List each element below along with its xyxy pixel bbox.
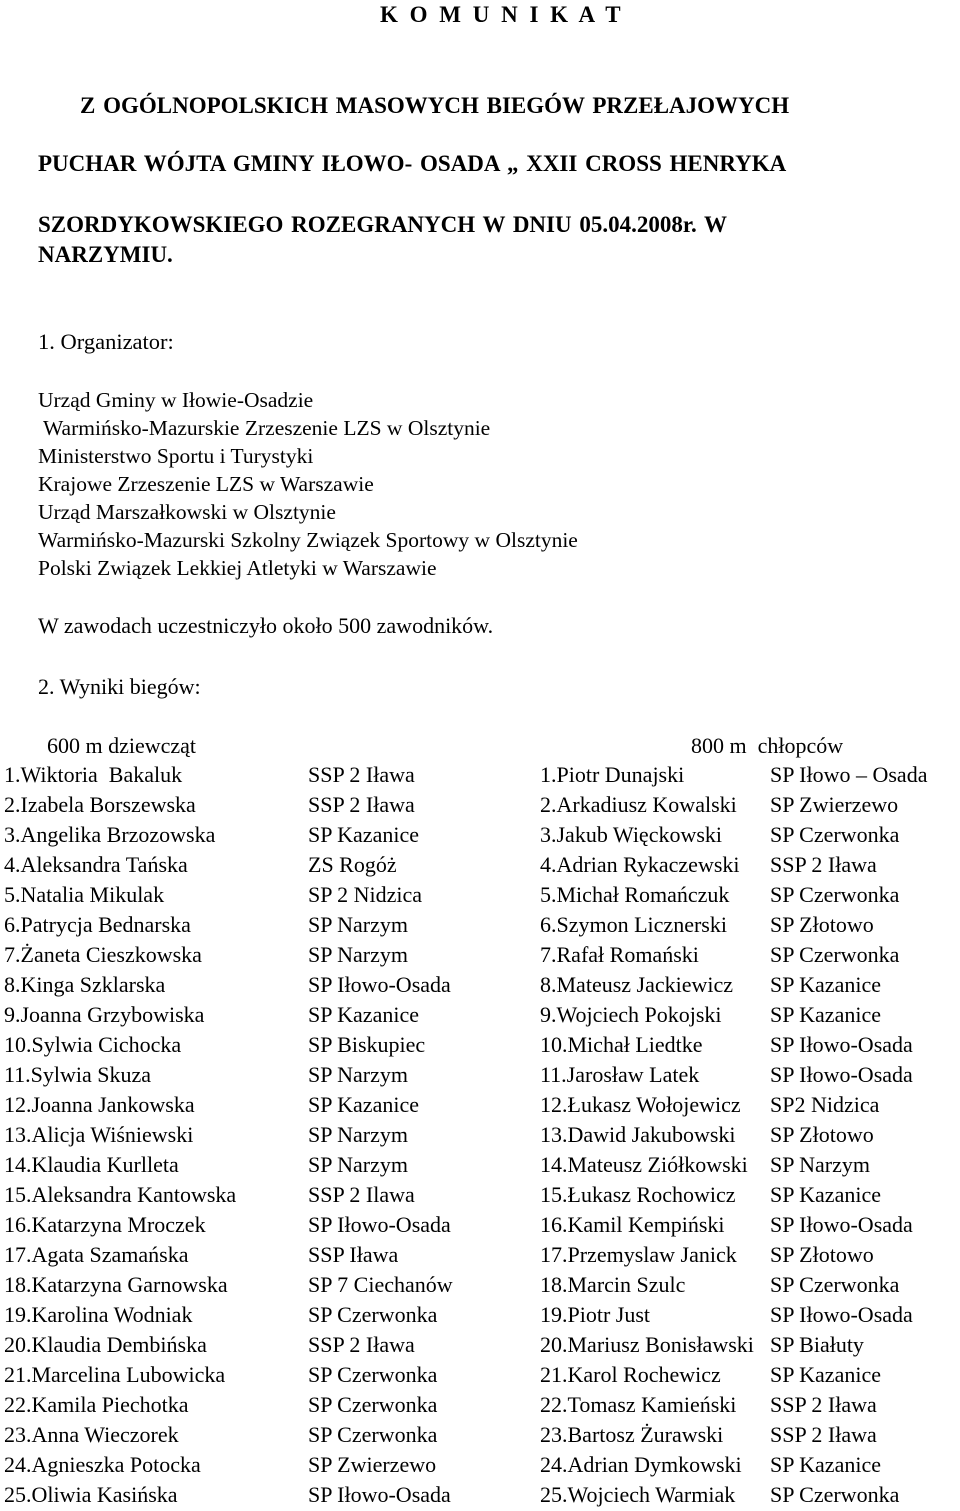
girls-result-school: SSP 2 Iława xyxy=(308,762,415,787)
girls-result-school: SP Kazanice xyxy=(308,1002,419,1027)
girls-result-name: 21.Marcelina Lubowicka xyxy=(4,1362,226,1387)
girls-result-name: 3.Angelika Brzozowska xyxy=(4,822,216,847)
girls-result-name: 17.Agata Szamańska xyxy=(4,1242,189,1267)
boys-result-name: 2.Arkadiusz Kowalski xyxy=(540,792,737,817)
girls-result-school: SP Iłowo-Osada xyxy=(308,1482,451,1507)
boys-result-name: 7.Rafał Romański xyxy=(540,942,699,967)
girls-result-school: SSP 2 Iława xyxy=(308,1332,415,1357)
girls-result-school: SP Narzym xyxy=(308,1122,409,1147)
boys-result-school: SP Kazanice xyxy=(770,1002,881,1027)
boys-result-name: 24.Adrian Dymkowski xyxy=(540,1452,742,1477)
header-line-3: SZORDYKOWSKIEGO ROZEGRANYCH W DNIU 05.04.2008r. W xyxy=(38,212,728,237)
girls-result-name: 22.Kamila Piechotka xyxy=(4,1392,189,1417)
girls-result-school: SP 2 Nidzica xyxy=(308,882,423,907)
boys-result-school: SSP 2 Iława xyxy=(770,1422,877,1447)
girls-result-name: 13.Alicja Wiśniewski xyxy=(4,1122,194,1147)
girls-result-school: SP Narzym xyxy=(308,912,409,937)
boys-result-name: 23.Bartosz Żurawski xyxy=(540,1422,724,1447)
girls-result-school: SP Narzym xyxy=(308,1152,409,1177)
boys-result-name: 6.Szymon Licznerski xyxy=(540,912,727,937)
boys-result-name: 8.Mateusz Jackiewicz xyxy=(540,972,734,997)
header-line-2: PUCHAR WÓJTA GMINY IŁOWO- OSADA „ XXII CROSS HENRYKA xyxy=(38,151,787,176)
girls-race-heading: 600 m dziewcząt xyxy=(47,733,197,758)
document-title: K O M U N I K A T xyxy=(380,2,624,27)
girls-result-name: 6.Patrycja Bednarska xyxy=(4,912,191,937)
girls-result-school: SP Kazanice xyxy=(308,822,419,847)
boys-result-name: 17.Przemyslaw Janick xyxy=(540,1242,737,1267)
boys-result-school: SP Czerwonka xyxy=(770,1482,900,1507)
boys-result-name: 4.Adrian Rykaczewski xyxy=(540,852,740,877)
organizer-item: Urząd Gminy w Iłowie-Osadzie xyxy=(38,388,314,412)
girls-result-name: 9.Joanna Grzybowiska xyxy=(4,1002,205,1027)
boys-result-name: 20.Mariusz Bonisławski xyxy=(540,1332,754,1357)
boys-result-school: SP2 Nidzica xyxy=(770,1092,880,1117)
girls-result-school: SP Narzym xyxy=(308,942,409,967)
boys-result-school: SP Czerwonka xyxy=(770,882,900,907)
boys-result-name: 5.Michał Romańczuk xyxy=(540,882,730,907)
organizer-item: Polski Związek Lekkiej Atletyki w Warszawie xyxy=(38,556,437,580)
boys-result-school: SP Złotowo xyxy=(770,912,874,937)
organizer-item: Krajowe Zrzeszenie LZS w Warszawie xyxy=(38,472,374,496)
boys-result-school: SP Iłowo-Osada xyxy=(770,1212,913,1237)
boys-result-school: SP Białuty xyxy=(770,1332,864,1357)
girls-result-name: 23.Anna Wieczorek xyxy=(4,1422,179,1447)
girls-result-name: 14.Klaudia Kurlleta xyxy=(4,1152,179,1177)
girls-result-name: 20.Klaudia Dembińska xyxy=(4,1332,207,1357)
section-2-heading: 2. Wyniki biegów: xyxy=(38,674,201,699)
girls-result-name: 19.Karolina Wodniak xyxy=(4,1302,193,1327)
girls-result-name: 7.Żaneta Cieszkowska xyxy=(4,942,202,967)
boys-result-name: 21.Karol Rochewicz xyxy=(540,1362,721,1387)
girls-result-school: SP Czerwonka xyxy=(308,1392,438,1417)
girls-result-school: SP Narzym xyxy=(308,1062,409,1087)
boys-result-school: SP Czerwonka xyxy=(770,822,900,847)
girls-result-name: 2.Izabela Borszewska xyxy=(4,792,196,817)
girls-result-school: SSP 2 Iława xyxy=(308,792,415,817)
boys-result-name: 3.Jakub Więckowski xyxy=(540,822,723,847)
girls-result-name: 12.Joanna Jankowska xyxy=(4,1092,195,1117)
girls-result-school: SSP Iława xyxy=(308,1242,399,1267)
boys-result-school: SP Iłowo-Osada xyxy=(770,1032,913,1057)
girls-result-school: SP Czerwonka xyxy=(308,1422,438,1447)
participants-note: W zawodach uczestniczyło około 500 zawodników. xyxy=(38,613,494,638)
boys-result-name: 11.Jarosław Latek xyxy=(540,1062,700,1087)
boys-result-school: SP Kazanice xyxy=(770,1452,881,1477)
girls-result-school: SP Iłowo-Osada xyxy=(308,972,451,997)
girls-result-name: 18.Katarzyna Garnowska xyxy=(4,1272,228,1297)
boys-race-heading: 800 m chłopców xyxy=(691,733,844,758)
organizer-item: Urząd Marszałkowski w Olsztynie xyxy=(38,500,336,524)
organizer-item: Warmińsko-Mazurskie Zrzeszenie LZS w Olsztynie xyxy=(38,416,491,440)
boys-result-school: SSP 2 Iława xyxy=(770,852,877,877)
girls-result-name: 4.Aleksandra Tańska xyxy=(4,852,188,877)
girls-result-name: 15.Aleksandra Kantowska xyxy=(4,1182,237,1207)
boys-result-name: 10.Michał Liedtke xyxy=(540,1032,703,1057)
boys-result-name: 16.Kamil Kempiński xyxy=(540,1212,725,1237)
section-1-heading: 1. Organizator: xyxy=(38,329,174,354)
boys-result-school: SP Kazanice xyxy=(770,1182,881,1207)
girls-result-school: SP Czerwonka xyxy=(308,1302,438,1327)
boys-result-school: SP Złotowo xyxy=(770,1242,874,1267)
boys-result-name: 1.Piotr Dunajski xyxy=(540,762,685,787)
girls-result-school: SP Biskupiec xyxy=(308,1032,426,1057)
boys-result-school: SP Zwierzewo xyxy=(770,792,899,817)
header-line-4: NARZYMIU. xyxy=(38,242,173,267)
boys-result-school: SSP 2 Iława xyxy=(770,1392,877,1417)
girls-result-name: 8.Kinga Szklarska xyxy=(4,972,166,997)
boys-result-name: 18.Marcin Szulc xyxy=(540,1272,686,1297)
girls-result-name: 16.Katarzyna Mroczek xyxy=(4,1212,206,1237)
boys-result-school: SP Iłowo – Osada xyxy=(770,762,928,787)
girls-result-name: 5.Natalia Mikulak xyxy=(4,882,165,907)
girls-result-name: 10.Sylwia Cichocka xyxy=(4,1032,182,1057)
organizer-item: Ministerstwo Sportu i Turystyki xyxy=(38,444,314,468)
boys-result-school: SP Iłowo-Osada xyxy=(770,1302,913,1327)
boys-result-name: 25.Wojciech Warmiak xyxy=(540,1482,736,1507)
girls-result-school: SP Kazanice xyxy=(308,1092,419,1117)
boys-result-name: 22.Tomasz Kamieński xyxy=(540,1392,737,1417)
header-line-1: Z OGÓLNOPOLSKICH MASOWYCH BIEGÓW PRZEŁAJOWYCH xyxy=(80,93,790,118)
boys-result-name: 13.Dawid Jakubowski xyxy=(540,1122,736,1147)
girls-result-name: 1.Wiktoria Bakaluk xyxy=(4,762,183,787)
boys-result-school: SP Kazanice xyxy=(770,972,881,997)
boys-result-school: SP Czerwonka xyxy=(770,942,900,967)
boys-result-school: SP Złotowo xyxy=(770,1122,874,1147)
girls-result-name: 11.Sylwia Skuza xyxy=(4,1062,152,1087)
girls-result-school: ZS Rogóż xyxy=(308,852,397,877)
boys-result-school: SP Iłowo-Osada xyxy=(770,1062,913,1087)
girls-result-school: SP Zwierzewo xyxy=(308,1452,437,1477)
girls-result-school: SP 7 Ciechanów xyxy=(308,1272,453,1297)
boys-result-name: 19.Piotr Just xyxy=(540,1302,651,1327)
girls-result-school: SP Czerwonka xyxy=(308,1362,438,1387)
boys-result-school: SP Czerwonka xyxy=(770,1272,900,1297)
girls-result-name: 25.Oliwia Kasińska xyxy=(4,1482,178,1507)
boys-result-school: SP Narzym xyxy=(770,1152,871,1177)
girls-result-school: SSP 2 Ilawa xyxy=(308,1182,415,1207)
boys-result-school: SP Kazanice xyxy=(770,1362,881,1387)
boys-result-name: 15.Łukasz Rochowicz xyxy=(540,1182,736,1207)
boys-result-name: 12.Łukasz Wołojewicz xyxy=(540,1092,741,1117)
boys-result-name: 9.Wojciech Pokojski xyxy=(540,1002,722,1027)
girls-result-name: 24.Agnieszka Potocka xyxy=(4,1452,201,1477)
organizer-item: Warmińsko-Mazurski Szkolny Związek Sportowy w Olsztynie xyxy=(38,528,578,552)
boys-result-name: 14.Mateusz Ziółkowski xyxy=(540,1152,748,1177)
girls-result-school: SP Iłowo-Osada xyxy=(308,1212,451,1237)
